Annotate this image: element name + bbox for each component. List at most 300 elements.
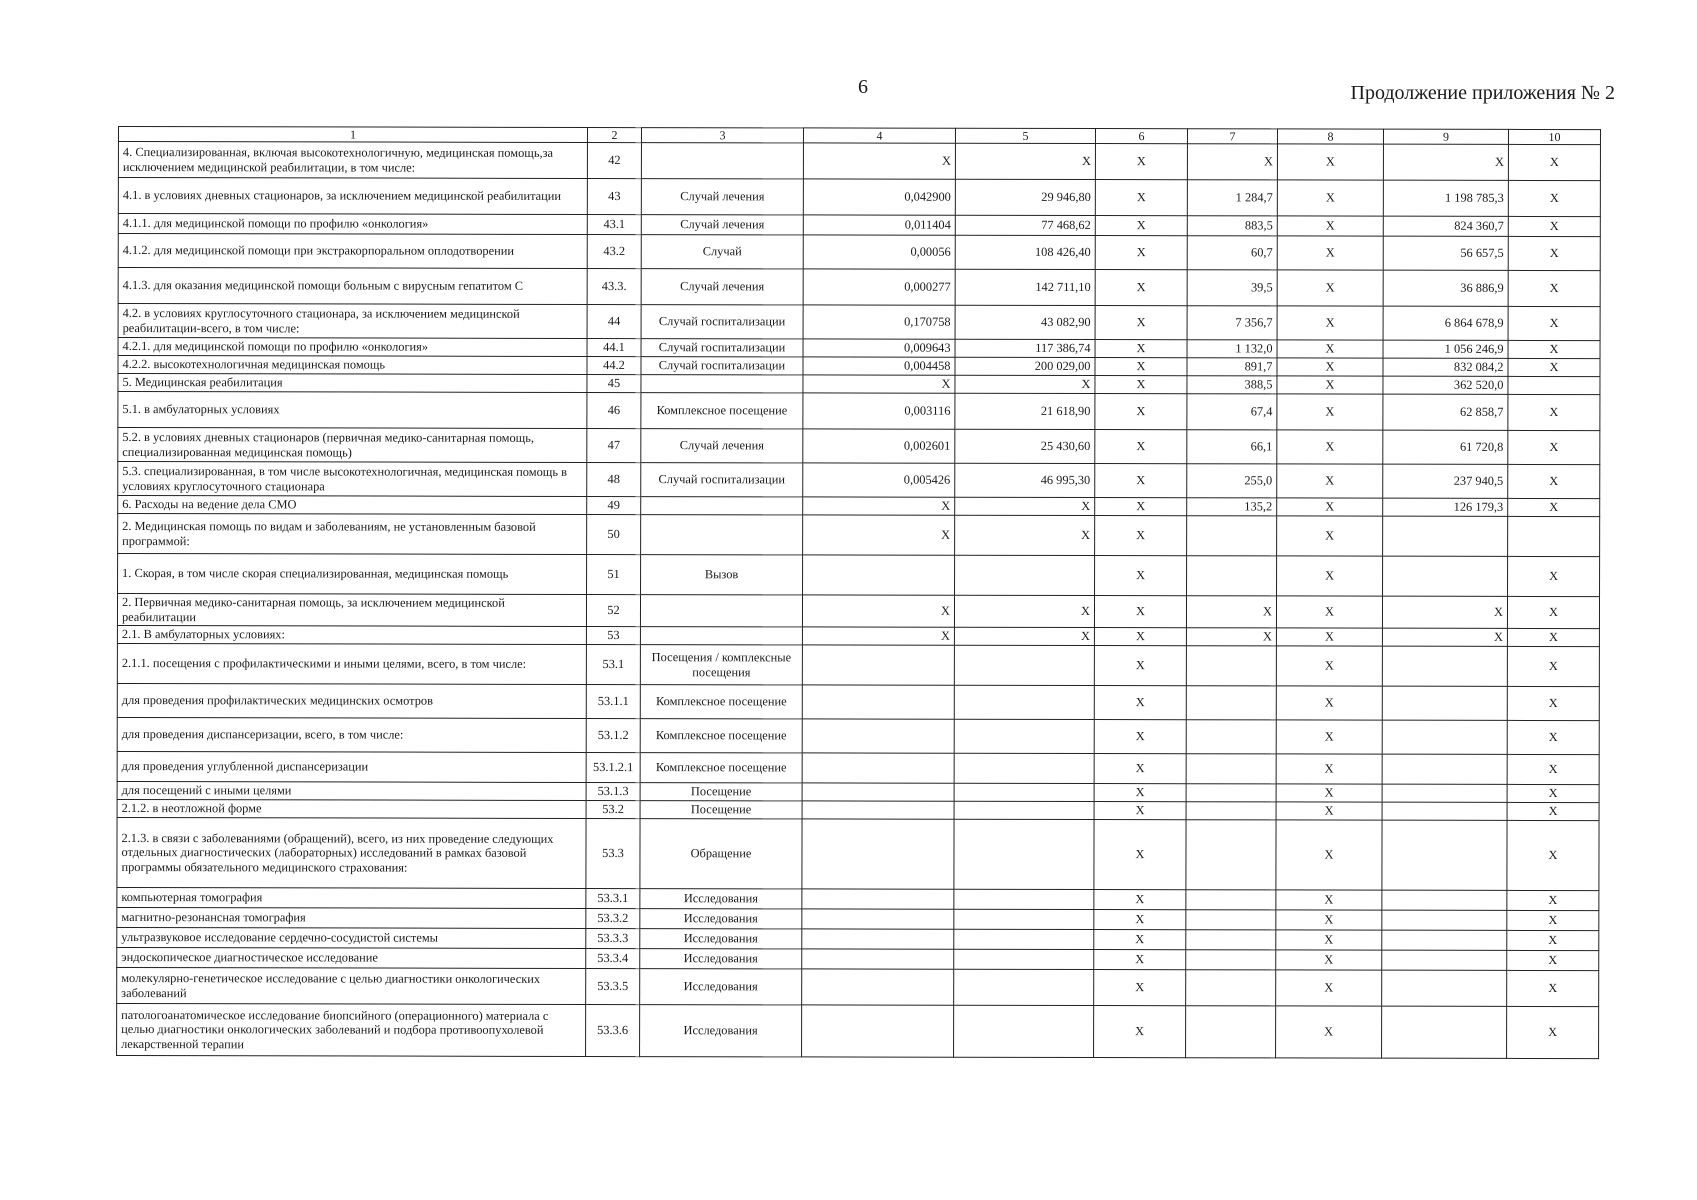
- table-cell: X: [1507, 721, 1599, 755]
- table-cell: Случай госпитализации: [641, 463, 803, 497]
- table-cell: [1382, 687, 1507, 721]
- table-cell: [640, 627, 802, 645]
- table-cell: 6. Расходы на ведение дела СМО: [118, 496, 587, 515]
- table-cell: X: [1277, 556, 1383, 596]
- table-cell: X: [803, 143, 955, 179]
- table-cell: X: [1507, 687, 1599, 721]
- table-cell: X: [1277, 236, 1383, 270]
- table-cell: X: [1508, 181, 1600, 217]
- table-cell: для посещений с иными целями: [117, 782, 586, 801]
- table-cell: X: [1508, 271, 1600, 307]
- table-cell: 0,000277: [803, 269, 955, 305]
- table-cell: 67,4: [1187, 394, 1277, 430]
- table-cell: X: [1277, 216, 1383, 236]
- table-cell: 1 056 246,9: [1383, 341, 1508, 359]
- table-cell: [802, 685, 954, 719]
- table-cell: X: [1276, 720, 1382, 754]
- table-cell: X: [1277, 498, 1383, 516]
- table-cell: [641, 515, 803, 555]
- table-cell: 53.1.2: [586, 719, 640, 753]
- table-row: [118, 428, 1600, 465]
- column-number-header: 7: [1187, 129, 1277, 145]
- table-cell: 2. Медицинская помощь по видам и заболеваниям, не установленным базовой программой:: [118, 514, 587, 555]
- table-cell: [802, 719, 954, 753]
- table-cell: X: [1508, 307, 1600, 341]
- table-cell: 36 886,9: [1383, 271, 1508, 307]
- table-cell: 4.1.1. для медицинской помощи по профилю «онкология»: [118, 214, 587, 235]
- table-cell: [1382, 647, 1507, 687]
- table-cell: 53.3.5: [586, 969, 640, 1005]
- table-cell: [954, 802, 1094, 820]
- table-cell: 388,5: [1187, 376, 1277, 394]
- table-cell: Случай: [641, 235, 803, 269]
- table-row: [118, 178, 1600, 217]
- table-cell: 43: [587, 179, 641, 215]
- table-cell: [802, 929, 954, 949]
- table-cell: 4.1.3. для оказания медицинской помощи больным с вирусным гепатитом С: [118, 268, 587, 305]
- table-cell: X: [1277, 144, 1383, 180]
- table-cell: X: [1095, 394, 1187, 430]
- table-cell: X: [1507, 971, 1599, 1007]
- table-cell: X: [803, 515, 955, 555]
- table-cell: 43 082,90: [955, 306, 1095, 340]
- table-cell: ультразвуковое исследование сердечно-сосудистой системы: [117, 928, 586, 949]
- table-cell: 43.1: [587, 215, 641, 235]
- table-cell: X: [1508, 395, 1600, 431]
- table-cell: 362 520,0: [1383, 377, 1508, 395]
- column-number-header: 6: [1095, 129, 1187, 145]
- table-cell: X: [1094, 628, 1186, 646]
- table-cell: X: [1094, 930, 1186, 950]
- table-cell: X: [1507, 891, 1599, 911]
- table-cell: X: [1095, 358, 1187, 376]
- table-cell: X: [1277, 516, 1383, 556]
- table-cell: Исследования: [640, 969, 802, 1005]
- table-cell: X: [1507, 931, 1599, 951]
- table-cell: [1186, 784, 1276, 802]
- table-cell: X: [1094, 646, 1186, 686]
- table-row: [117, 752, 1599, 785]
- table-cell: 824 360,7: [1383, 217, 1508, 237]
- table-cell: 0,170758: [803, 305, 955, 339]
- table-cell: 77 468,62: [955, 216, 1095, 236]
- column-number-header: 9: [1383, 129, 1508, 145]
- table-cell: 126 179,3: [1383, 499, 1508, 517]
- table-cell: X: [802, 627, 954, 645]
- table-row: [118, 142, 1600, 181]
- table-cell: X: [1277, 180, 1383, 216]
- table-cell: Случай госпитализации: [641, 357, 803, 375]
- table-cell: [1508, 377, 1600, 395]
- table-cell: [954, 754, 1094, 784]
- table-cell: 108 426,40: [955, 236, 1095, 270]
- table-cell: X: [1277, 306, 1383, 340]
- table-cell: X: [1094, 910, 1186, 930]
- table-cell: [1382, 785, 1507, 803]
- table-cell: 46: [587, 393, 641, 429]
- table-cell: X: [1276, 628, 1382, 646]
- table-cell: X: [803, 375, 955, 393]
- table-cell: X: [1095, 306, 1187, 340]
- table-cell: 5.1. в амбулаторных условиях: [118, 392, 587, 429]
- table-cell: 56 657,5: [1383, 237, 1508, 271]
- table-cell: X: [1094, 686, 1186, 720]
- table-cell: [1186, 802, 1276, 820]
- table-cell: X: [1277, 376, 1383, 394]
- table-cell: [1186, 820, 1276, 890]
- table-cell: X: [1276, 754, 1382, 784]
- table-cell: [802, 801, 954, 819]
- table-cell: [641, 143, 803, 179]
- table-cell: 4.2.1. для медицинской помощи по профилю «онкология»: [118, 338, 587, 357]
- table-cell: 45: [587, 375, 641, 393]
- table-cell: 43.3.: [587, 269, 641, 305]
- table-cell: [1186, 930, 1276, 950]
- table-cell: [954, 930, 1094, 950]
- table-cell: 48: [587, 463, 641, 497]
- table-cell: Случай лечения: [641, 179, 803, 215]
- table-cell: Случай лечения: [641, 215, 803, 235]
- table-cell: Случай лечения: [641, 269, 803, 305]
- table-cell: 4.1.2. для медицинской помощи при экстракорпоральном оплодотворении: [118, 234, 587, 269]
- table-cell: 2.1.2. в неотложной форме: [117, 800, 586, 819]
- table-cell: 39,5: [1187, 270, 1277, 306]
- table-cell: X: [1508, 431, 1600, 465]
- column-number-header: 3: [641, 128, 803, 144]
- table-cell: X: [1276, 646, 1382, 686]
- table-cell: для проведения углубленной диспансеризации: [117, 752, 586, 783]
- table-cell: Комплексное посещение: [640, 753, 802, 783]
- column-number-header: 5: [955, 128, 1095, 144]
- table-cell: X: [1094, 784, 1186, 802]
- table-cell: Посещение: [640, 801, 802, 819]
- table-cell: 42: [587, 143, 641, 179]
- table-cell: 53.3.1: [586, 889, 640, 909]
- table-cell: [954, 950, 1094, 970]
- table-cell: X: [1508, 359, 1600, 377]
- table-cell: [1186, 720, 1276, 754]
- table-cell: [1186, 1006, 1276, 1058]
- table-cell: [1382, 721, 1507, 755]
- table-cell: 0,005426: [803, 463, 955, 497]
- table-row: [117, 818, 1599, 891]
- table-cell: [1186, 646, 1276, 686]
- table-cell: X: [1382, 597, 1507, 629]
- table-cell: X: [1508, 217, 1600, 237]
- table-cell: X: [1277, 358, 1383, 376]
- table-cell: 62 858,7: [1383, 395, 1508, 431]
- table-cell: X: [1276, 686, 1382, 720]
- table-cell: X: [1507, 629, 1599, 647]
- table-cell: 1. Скорая, в том числе скорая специализированная, медицинская помощь: [118, 554, 587, 595]
- table-cell: 47: [587, 429, 641, 463]
- table-cell: [641, 375, 803, 393]
- table-cell: X: [1382, 629, 1507, 647]
- table-cell: [1382, 821, 1507, 891]
- table-cell: 832 084,2: [1383, 359, 1508, 377]
- table-cell: 7 356,7: [1187, 306, 1277, 340]
- table-cell: 66,1: [1187, 430, 1277, 464]
- table-cell: 53.1: [586, 645, 640, 685]
- table-cell: 61 720,8: [1383, 431, 1508, 465]
- table-cell: эндоскопическое диагностическое исследование: [117, 948, 586, 969]
- table-cell: [954, 686, 1094, 720]
- table-cell: X: [1276, 820, 1382, 890]
- table-cell: X: [954, 596, 1094, 628]
- table-cell: X: [1507, 951, 1599, 971]
- table-row: [118, 268, 1600, 307]
- table-cell: 53.2: [586, 801, 640, 819]
- table-cell: X: [1508, 499, 1600, 517]
- table-cell: X: [1508, 237, 1600, 271]
- table-cell: X: [1276, 910, 1382, 930]
- table-cell: Исследования: [640, 949, 802, 969]
- table-cell: X: [1277, 340, 1383, 358]
- table-cell: [802, 969, 954, 1005]
- table-cell: [1382, 803, 1507, 821]
- table-cell: 53.1.1: [586, 685, 640, 719]
- table-cell: [1382, 931, 1507, 951]
- table-cell: [954, 970, 1094, 1006]
- table-cell: X: [955, 498, 1095, 516]
- table-cell: [1186, 890, 1276, 910]
- table-cell: Посещение: [640, 783, 802, 801]
- table-cell: X: [1094, 596, 1186, 628]
- table-cell: X: [1094, 950, 1186, 970]
- table-cell: Случай лечения: [641, 429, 803, 463]
- table-cell: X: [955, 516, 1095, 556]
- column-number-header: 4: [803, 128, 955, 144]
- table-row: [118, 554, 1600, 597]
- data-table: [116, 126, 1601, 1059]
- table-cell: [1186, 686, 1276, 720]
- table-cell: X: [1276, 784, 1382, 802]
- table-cell: [1383, 557, 1508, 597]
- table-cell: 883,5: [1187, 216, 1277, 236]
- page-number: 6: [858, 76, 868, 98]
- table-cell: [803, 555, 955, 595]
- table-cell: 49: [587, 497, 641, 515]
- table-cell: Посещения / комплексные посещения: [640, 645, 802, 685]
- table-cell: X: [1507, 911, 1599, 931]
- table-cell: 44: [587, 305, 641, 339]
- table-row: [118, 462, 1600, 499]
- table-cell: X: [955, 144, 1095, 180]
- table-cell: X: [1095, 464, 1187, 498]
- table-cell: 53.3.2: [586, 909, 640, 929]
- table-cell: [1186, 970, 1276, 1006]
- table-cell: компьютерная томография: [117, 888, 586, 909]
- table-cell: 43.2: [587, 235, 641, 269]
- table-cell: [954, 890, 1094, 910]
- table-cell: 0,009643: [803, 339, 955, 357]
- table-cell: [802, 889, 954, 909]
- table-cell: [1382, 971, 1507, 1007]
- table-cell: 142 711,10: [955, 270, 1095, 306]
- table-cell: [1187, 516, 1277, 556]
- table-cell: [1382, 755, 1507, 785]
- table-cell: X: [1095, 270, 1187, 306]
- table-cell: X: [1507, 785, 1599, 803]
- column-number-header: 10: [1508, 129, 1600, 145]
- table-cell: 29 946,80: [955, 180, 1095, 216]
- table-cell: 1 198 785,3: [1383, 181, 1508, 217]
- table-cell: [1382, 891, 1507, 911]
- table-cell: 51: [587, 555, 641, 595]
- table-cell: 0,004458: [803, 357, 955, 375]
- table-cell: X: [1277, 394, 1383, 430]
- table-cell: [802, 783, 954, 801]
- table-cell: 53.3.6: [586, 1005, 640, 1057]
- table-cell: 53.1.2.1: [586, 753, 640, 783]
- table-cell: X: [1187, 144, 1277, 180]
- table-cell: 237 940,5: [1383, 465, 1508, 499]
- table-cell: для проведения диспансеризации, всего, в том числе:: [117, 718, 586, 753]
- table-cell: [954, 910, 1094, 930]
- appendix-heading: Продолжение приложения № 2: [1350, 82, 1615, 104]
- table-cell: магнитно-резонансная томография: [117, 908, 586, 929]
- table-cell: 21 618,90: [955, 394, 1095, 430]
- table-cell: 135,2: [1187, 498, 1277, 516]
- table-row: [117, 644, 1599, 687]
- table-cell: X: [1383, 145, 1508, 181]
- table-cell: 1 284,7: [1187, 180, 1277, 216]
- table-cell: X: [1094, 1006, 1186, 1058]
- table-cell: X: [1507, 821, 1599, 891]
- table-cell: X: [1094, 890, 1186, 910]
- table-cell: X: [1508, 341, 1600, 359]
- table-cell: 200 029,00: [955, 358, 1095, 376]
- column-number-header: 1: [118, 127, 587, 143]
- table-cell: [1382, 911, 1507, 931]
- table-cell: X: [1277, 270, 1383, 306]
- table-cell: X: [1095, 556, 1187, 596]
- table-cell: 50: [587, 515, 641, 555]
- column-number-header: 8: [1277, 129, 1383, 145]
- table-cell: 255,0: [1187, 464, 1277, 498]
- table-cell: X: [1507, 803, 1599, 821]
- table-cell: [954, 820, 1094, 890]
- table-cell: 44.2: [587, 357, 641, 375]
- table-cell: X: [954, 628, 1094, 646]
- table-cell: X: [1508, 465, 1600, 499]
- table-cell: [1186, 950, 1276, 970]
- table-row: [118, 514, 1600, 557]
- table-cell: 2.1. В амбулаторных условиях:: [117, 626, 586, 645]
- table-cell: X: [1094, 970, 1186, 1006]
- table-cell: [802, 909, 954, 929]
- table-cell: 6 864 678,9: [1383, 307, 1508, 341]
- table-cell: 4. Специализированная, включая высокотехнологичную, медицинская помощь,за исключением медицинской реабилитации, в том числе:: [118, 142, 587, 179]
- table-cell: 1 132,0: [1187, 340, 1277, 358]
- table-cell: 0,00056: [803, 235, 955, 269]
- table-cell: [802, 645, 954, 685]
- table-row: [117, 684, 1599, 721]
- table-cell: [802, 949, 954, 969]
- table-cell: [954, 784, 1094, 802]
- table-cell: X: [1507, 755, 1599, 785]
- table-cell: 44.1: [587, 339, 641, 357]
- table-cell: X: [1095, 216, 1187, 236]
- table-cell: [955, 556, 1095, 596]
- table-cell: 53: [586, 627, 640, 645]
- table-cell: [954, 1006, 1094, 1058]
- table-cell: X: [1508, 145, 1600, 181]
- table-cell: X: [1276, 970, 1382, 1006]
- table-cell: 52: [586, 595, 640, 627]
- table-cell: [640, 595, 802, 627]
- table-cell: X: [1095, 376, 1187, 394]
- column-number-header: 2: [587, 127, 641, 143]
- table-cell: 5.3. специализированная, в том числе высокотехнологичная, медицинская помощь в условиях круглосуточного стационара: [118, 462, 587, 497]
- table-cell: Случай госпитализации: [641, 339, 803, 357]
- table-cell: X: [1276, 930, 1382, 950]
- table-cell: 2.1.3. в связи с заболеваниями (обращений), всего, из них проведение следующих отдельных диагностических (лабораторных) исследований в рамках базовой программы обязательного медицинского страхования:: [117, 818, 586, 889]
- table-cell: X: [1095, 498, 1187, 516]
- table-cell: 5.2. в условиях дневных стационаров (первичная медико-санитарная помощь, специализированная медицинская помощь): [118, 428, 587, 463]
- table-cell: Вызов: [641, 555, 803, 595]
- table-cell: X: [1507, 647, 1599, 687]
- table-cell: [1186, 754, 1276, 784]
- table-cell: X: [1508, 557, 1600, 597]
- table-cell: 53.3.4: [586, 949, 640, 969]
- table-cell: X: [1094, 720, 1186, 754]
- table-cell: патологоанатомическое исследование биопсийного (операционного) материала с целью диагностики онкологических заболеваний и подбора противоопухолевой лекарственной терапии: [117, 1004, 586, 1057]
- table-cell: X: [1276, 1006, 1382, 1058]
- table-cell: X: [1095, 236, 1187, 270]
- table-cell: X: [1277, 430, 1383, 464]
- table-cell: X: [955, 376, 1095, 394]
- table-cell: [1383, 517, 1508, 557]
- table-row: [117, 968, 1599, 1007]
- table-cell: X: [1094, 802, 1186, 820]
- table-cell: 2. Первичная медико-санитарная помощь, за исключением медицинской реабилитации: [117, 594, 586, 627]
- table-cell: X: [1186, 628, 1276, 646]
- table-cell: [1187, 556, 1277, 596]
- table-cell: Комплексное посещение: [640, 685, 802, 719]
- table-cell: X: [1507, 597, 1599, 629]
- table-cell: [1382, 951, 1507, 971]
- table-cell: X: [1276, 890, 1382, 910]
- table-cell: X: [1094, 754, 1186, 784]
- table-cell: 60,7: [1187, 236, 1277, 270]
- table-cell: 0,042900: [803, 179, 955, 215]
- table-cell: [802, 753, 954, 783]
- table-row: [117, 1004, 1599, 1059]
- table-cell: X: [1277, 464, 1383, 498]
- table-cell: 53.3.3: [586, 929, 640, 949]
- table-cell: Исследования: [640, 889, 802, 909]
- table-cell: Исследования: [640, 909, 802, 929]
- table-cell: 4.1. в условиях дневных стационаров, за исключением медицинской реабилитации: [118, 178, 587, 215]
- table-cell: 53.1.3: [586, 783, 640, 801]
- table-cell: 891,7: [1187, 358, 1277, 376]
- table-cell: [1508, 517, 1600, 557]
- table-cell: X: [1095, 144, 1187, 180]
- table-cell: X: [1095, 516, 1187, 556]
- table-cell: молекулярно-генетическое исследование с целью диагностики онкологических заболеваний: [117, 968, 586, 1005]
- table-cell: X: [1507, 1007, 1599, 1059]
- table-row: [118, 304, 1600, 341]
- table-cell: 4.2. в условиях круглосуточного стационара, за исключением медицинской реабилитации-всего, в том числе:: [118, 304, 587, 339]
- table-cell: 5. Медицинская реабилитация: [118, 374, 587, 393]
- table-cell: 4.2.2. высокотехнологичная медицинская помощь: [118, 356, 587, 375]
- table-cell: X: [803, 497, 955, 515]
- table-cell: Исследования: [640, 929, 802, 949]
- table-cell: [802, 1005, 954, 1057]
- table-cell: X: [1276, 950, 1382, 970]
- table-cell: Случай госпитализации: [641, 305, 803, 339]
